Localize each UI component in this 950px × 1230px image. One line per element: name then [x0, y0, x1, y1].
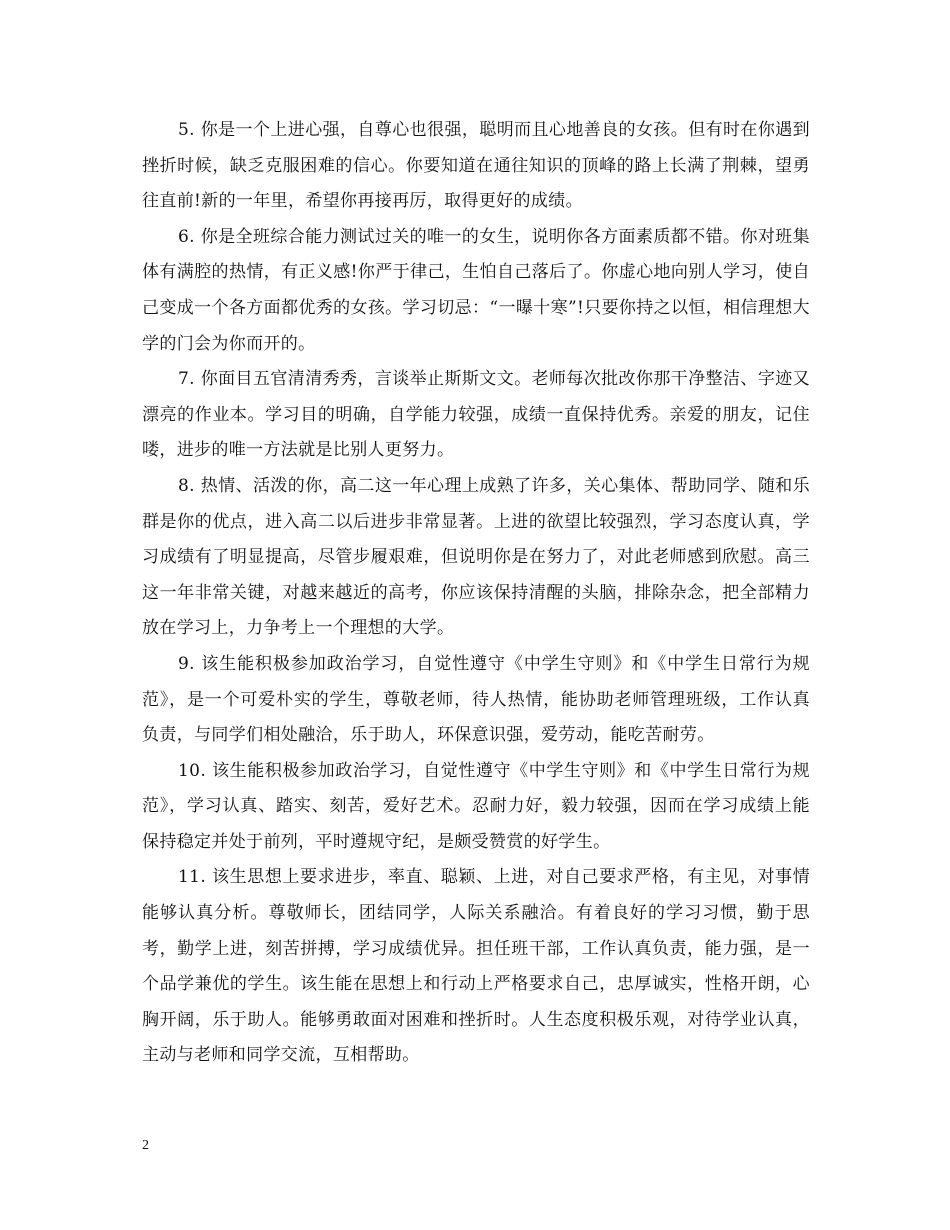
- page-number: 2: [142, 1138, 149, 1153]
- comment-paragraph-6: 6. 你是全班综合能力测试过关的唯一的女生，说明你各方面素质都不错。你对班集体有满腔的热情，有正义感!你严于律己，生怕自己落后了。你虚心地向别人学习，使自己变成一个各方面都优秀的女孩。学习切忌：“一曝十寒”!只要你持之以恒，相信理想大学的门会为你而开的。: [142, 226, 810, 354]
- comment-paragraph-10: 10. 该生能积极参加政治学习，自觉性遵守《中学生守则》和《中学生日常行为规范》，学习认真、踏实、刻苦，爱好艺术。忍耐力好，毅力较强，因而在学习成绩上能保持稳定并处于前列，平时遵规守纪，是颇受赞赏的好学生。: [142, 760, 810, 852]
- comment-paragraph-5: 5. 你是一个上进心强，自尊心也很强，聪明而且心地善良的女孩。但有时在你遇到挫折时候，缺乏克服困难的信心。你要知道在通往知识的顶峰的路上长满了荆棘，望勇往直前!新的一年里，希望你再接再厉，取得更好的成绩。: [142, 120, 810, 212]
- comment-paragraph-7: 7. 你面目五官清清秀秀，言谈举止斯斯文文。老师每次批改你那干净整洁、字迹又漂亮的作业本。学习目的明确，自学能力较强，成绩一直保持优秀。亲爱的朋友，记住喽，进步的唯一方法就是比别人更努力。: [142, 369, 810, 461]
- comment-paragraph-11: 11. 该生思想上要求进步，率直、聪颖、上进，对自己要求严格，有主见，对事情能够认真分析。尊敬师长，团结同学，人际关系融洽。有着良好的学习习惯，勤于思考，勤学上进，刻苦拼搏，学习成绩优异。担任班干部，工作认真负责，能力强，是一个品学兼优的学生。该生能在思想上和行动上严格要求自己，忠厚诚实，性格开朗，心胸开阔，乐于助人。能够勇敢面对困难和挫折时。人生态度积极乐观，对待学业认真，主动与老师和同学交流，互相帮助。: [142, 867, 810, 1066]
- comment-paragraph-9: 9. 该生能积极参加政治学习，自觉性遵守《中学生守则》和《中学生日常行为规范》，是一个可爱朴实的学生，尊敬老师，待人热情，能协助老师管理班级，工作认真负责，与同学们相处融洽，乐于助人，环保意识强，爱劳动，能吃苦耐劳。: [142, 653, 810, 746]
- comment-paragraph-8: 8. 热情、活泼的你，高二这一年心理上成熟了许多，关心集体、帮助同学、随和乐群是你的优点，进入高二以后进步非常显著。上进的欲望比较强烈，学习态度认真，学习成绩有了明显提高，尽管步履艰难，但说明你是在努力了，对此老师感到欣慰。高三这一年非常关键，对越来越近的高考，你应该保持清醒的头脑，排除杂念，把全部精力放在学习上，力争考上一个理想的大学。: [142, 475, 810, 639]
- document-body: [142, 113, 810, 1074]
